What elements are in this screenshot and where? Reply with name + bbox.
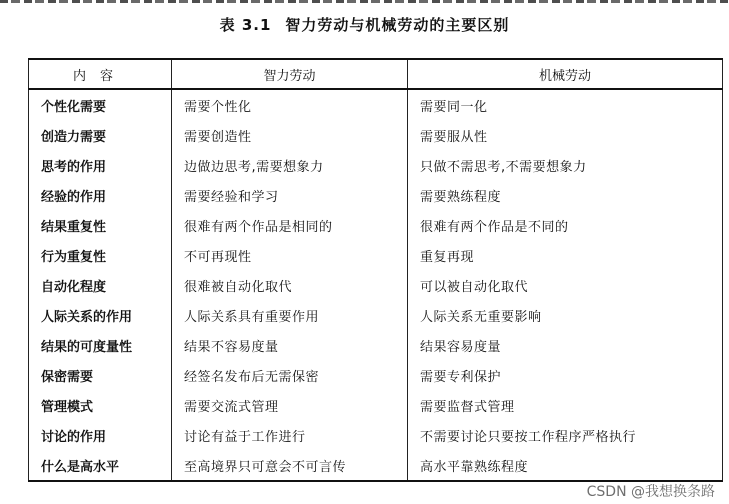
mechanical-cell: 可以被自动化取代 (408, 270, 723, 300)
table-row (29, 270, 723, 300)
mental-cell: 不可再现性 (172, 240, 408, 270)
table-row (29, 330, 723, 360)
table-row (29, 360, 723, 390)
mental-cell: 需要创造性 (172, 120, 408, 150)
mental-cell: 很难有两个作品是相同的 (172, 210, 408, 240)
row-label: 结果重复性 (29, 210, 172, 240)
row-label: 管理模式 (29, 390, 172, 420)
table-row (29, 240, 723, 270)
table-row (29, 120, 723, 150)
table-number: 表 3.1 (219, 16, 272, 34)
mechanical-cell: 人际关系无重要影响 (408, 300, 723, 330)
table-caption (0, 14, 729, 35)
header-row (29, 59, 723, 89)
mechanical-cell: 高水平靠熟练程度 (408, 450, 723, 481)
mental-cell: 经签名发布后无需保密 (172, 360, 408, 390)
table-row (29, 210, 723, 240)
mechanical-cell: 需要专利保护 (408, 360, 723, 390)
mental-cell: 结果不容易度量 (172, 330, 408, 360)
mental-cell: 需要经验和学习 (172, 180, 408, 210)
row-label: 创造力需要 (29, 120, 172, 150)
table-row (29, 89, 723, 120)
row-label: 经验的作用 (29, 180, 172, 210)
mental-cell: 需要交流式管理 (172, 390, 408, 420)
row-label: 个性化需要 (29, 89, 172, 120)
mental-cell: 很难被自动化取代 (172, 270, 408, 300)
mechanical-cell: 很难有两个作品是不同的 (408, 210, 723, 240)
source-watermark: CSDN @我想换条路 (586, 484, 715, 500)
row-label: 人际关系的作用 (29, 300, 172, 330)
header-mental-labor: 智力劳动 (172, 59, 408, 89)
mental-cell: 需要个性化 (172, 89, 408, 120)
mental-cell: 至高境界只可意会不可言传 (172, 450, 408, 481)
header-content: 内容 (29, 59, 172, 89)
row-label: 结果的可度量性 (29, 330, 172, 360)
mental-cell: 讨论有益于工作进行 (172, 420, 408, 450)
mechanical-cell: 只做不需思考,不需要想象力 (408, 150, 723, 180)
mechanical-cell: 需要监督式管理 (408, 390, 723, 420)
comparison-table (28, 58, 723, 482)
row-label: 行为重复性 (29, 240, 172, 270)
table-row (29, 390, 723, 420)
mechanical-cell: 重复再现 (408, 240, 723, 270)
table-row (29, 420, 723, 450)
mechanical-cell: 结果容易度量 (408, 330, 723, 360)
table-title: 智力劳动与机械劳动的主要区别 (285, 16, 510, 34)
cropped-text-line (0, 0, 729, 3)
row-label: 什么是高水平 (29, 450, 172, 481)
mental-cell: 人际关系具有重要作用 (172, 300, 408, 330)
row-label: 讨论的作用 (29, 420, 172, 450)
header-mechanical-labor: 机械劳动 (408, 59, 723, 89)
mechanical-cell: 不需要讨论只要按工作程序严格执行 (408, 420, 723, 450)
mental-cell: 边做边思考,需要想象力 (172, 150, 408, 180)
mechanical-cell: 需要熟练程度 (408, 180, 723, 210)
table-row (29, 150, 723, 180)
mechanical-cell: 需要服从性 (408, 120, 723, 150)
mechanical-cell: 需要同一化 (408, 89, 723, 120)
table-row (29, 300, 723, 330)
row-label: 自动化程度 (29, 270, 172, 300)
table-row (29, 180, 723, 210)
table-row (29, 450, 723, 481)
row-label: 保密需要 (29, 360, 172, 390)
row-label: 思考的作用 (29, 150, 172, 180)
